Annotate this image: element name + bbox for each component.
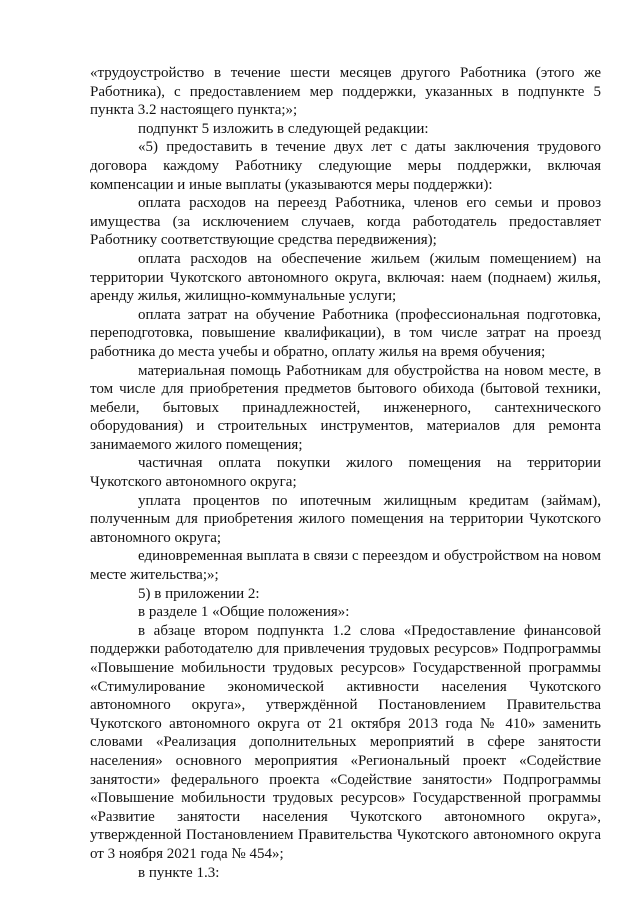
paragraph-2: подпункт 5 изложить в следующей редакции: bbox=[138, 120, 429, 137]
paragraph-11: 5) в приложении 2: bbox=[138, 585, 260, 602]
paragraph-5: оплата расходов на обеспечение жильем (жилым помещением) на территории Чукотского автономного округа, включая: наем (поднаем) жилья, аренду жилья, жилищно-коммунальные услуги; bbox=[90, 250, 601, 305]
paragraph-1: «трудоустройство в течение шести месяцев другого Работника (этого же Работника), с предоставлением мер поддержки, указанных в подпункте 5 пункта 3.2 настоящего пункта;»; bbox=[90, 65, 601, 119]
paragraph-3: «5) предоставить в течение двух лет с даты заключения трудового договора каждому Работнику следующие меры поддержки, включая компенсации и иные выплаты (указываются меры поддержки): bbox=[90, 139, 601, 193]
paragraph-7: материальная помощь Работникам для обустройства на новом месте, в том числе для приобретения предметов бытового обихода (бытовой техники, мебели, бытовых принадлежностей, инженерного, сантехнического оборудования) и строительных инструментов, материалов для ремонта занимаемого жилого помещения; bbox=[90, 362, 601, 453]
paragraph-4: оплата расходов на переезд Работника, членов его семьи и провоз имущества (за исключением случаев, когда работодатель предоставляет Работнику соответствующие средства передвижения); bbox=[90, 195, 601, 249]
paragraph-6: оплата затрат на обучение Работника (профессиональная подготовка, переподготовка, повышение квалификации), в том числе затрат на проезд работника до места учебы и обратно, оплату жилья на время обучения; bbox=[90, 306, 601, 360]
paragraph-8: частичная оплата покупки жилого помещения на территории Чукотского автономного округа; bbox=[90, 455, 601, 491]
paragraph-9: уплата процентов по ипотечным жилищным кредитам (займам), полученным для приобретения жилого помещения на территории Чукотского автономного округа; bbox=[90, 492, 601, 546]
document-page bbox=[90, 64, 601, 882]
paragraph-13: в абзаце втором подпункта 1.2 слова «Предоставление финансовой поддержки работодателю для привлечения трудовых ресурсов» Подпрограммы «Повышение мобильности трудовых ресурсов» Государственной программы «Стимулирование экономической активности населения Чукотского автономного округа», утверждённой Постановлением Правительства Чукотского автономного округа от 21 октября 2013 года № 410» заменить словами «Реализация дополнительных мероприятий в сфере занятости населения» основного мероприятия «Региональный проект «Содействие занятости» федерального проекта «Содействие занятости» Подпрограммы «Повышение мобильности трудовых ресурсов» Государственной программы «Развитие занятости населения Чукотского автономного округа», утвержденной Постановлением Правительства Чукотского автономного округа от 3 ноября 2021 года № 454»; bbox=[90, 622, 601, 862]
paragraph-10: единовременная выплата в связи с переездом и обустройством на новом месте жительства;»; bbox=[90, 548, 601, 584]
paragraph-14: в пункте 1.3: bbox=[138, 864, 220, 881]
paragraph-12: в разделе 1 «Общие положения»: bbox=[138, 604, 350, 621]
